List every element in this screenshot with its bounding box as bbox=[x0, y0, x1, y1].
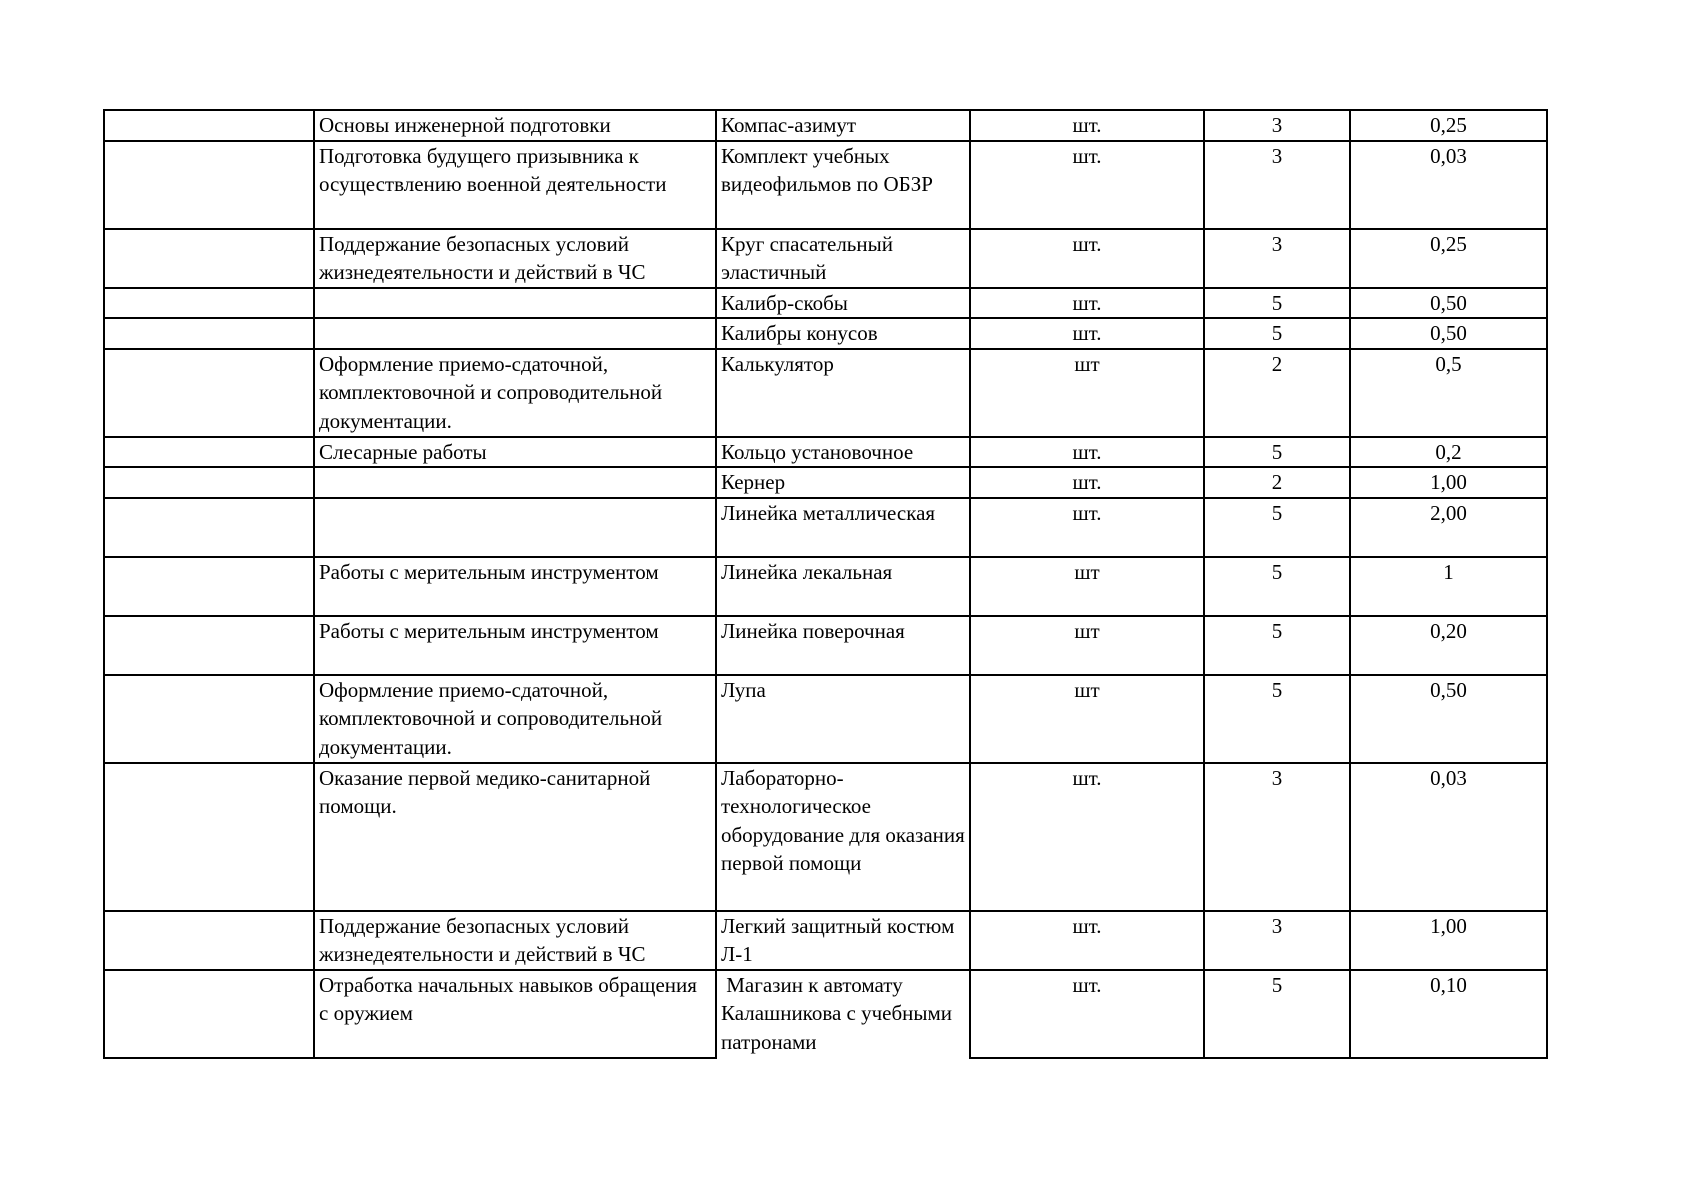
section-cell bbox=[104, 763, 314, 911]
topic-cell bbox=[314, 288, 716, 319]
table-row bbox=[104, 141, 1547, 229]
unit-cell: шт. bbox=[970, 288, 1204, 319]
table-row bbox=[104, 675, 1547, 763]
item-cell: Калибр-скобы bbox=[716, 288, 970, 319]
table-row bbox=[104, 110, 1547, 141]
table-row bbox=[104, 763, 1547, 911]
item-cell: Компас-азимут bbox=[716, 110, 970, 141]
section-cell bbox=[104, 498, 314, 557]
norm-cell: 1,00 bbox=[1350, 911, 1547, 970]
topic-cell: Отработка начальных навыков обращения с оружием bbox=[314, 970, 716, 1058]
norm-cell: 1,00 bbox=[1350, 467, 1547, 498]
norm-cell: 0,03 bbox=[1350, 141, 1547, 229]
item-cell: Кольцо установочное bbox=[716, 437, 970, 468]
qty-cell: 5 bbox=[1204, 288, 1350, 319]
norm-cell: 0,50 bbox=[1350, 318, 1547, 349]
item-cell: Легкий защитный костюм Л-1 bbox=[716, 911, 970, 970]
topic-cell: Оформление приемо-сдаточной, комплектовочной и сопроводительной документации. bbox=[314, 675, 716, 763]
qty-cell: 5 bbox=[1204, 318, 1350, 349]
topic-cell: Работы с мерительным инструментом bbox=[314, 616, 716, 675]
topic-cell: Подготовка будущего призывника к осуществлению военной деятельности bbox=[314, 141, 716, 229]
unit-cell: шт. bbox=[970, 911, 1204, 970]
section-cell bbox=[104, 437, 314, 468]
qty-cell: 5 bbox=[1204, 675, 1350, 763]
table-row bbox=[104, 467, 1547, 498]
section-cell bbox=[104, 288, 314, 319]
norm-cell: 0,50 bbox=[1350, 288, 1547, 319]
qty-cell: 3 bbox=[1204, 911, 1350, 970]
item-cell: Калибры конусов bbox=[716, 318, 970, 349]
item-cell: Лабораторно-технологическое оборудование для оказания первой помощи bbox=[716, 763, 970, 911]
topic-cell: Поддержание безопасных условий жизнедеятельности и действий в ЧС bbox=[314, 229, 716, 288]
qty-cell: 2 bbox=[1204, 349, 1350, 437]
qty-cell: 3 bbox=[1204, 141, 1350, 229]
norm-cell: 2,00 bbox=[1350, 498, 1547, 557]
unit-cell: шт. bbox=[970, 318, 1204, 349]
topic-cell: Работы с мерительным инструментом bbox=[314, 557, 716, 616]
qty-cell: 3 bbox=[1204, 229, 1350, 288]
table-row bbox=[104, 318, 1547, 349]
item-cell: Калькулятор bbox=[716, 349, 970, 437]
table-row bbox=[104, 498, 1547, 557]
section-cell bbox=[104, 110, 314, 141]
qty-cell: 3 bbox=[1204, 110, 1350, 141]
table-row bbox=[104, 616, 1547, 675]
section-cell bbox=[104, 229, 314, 288]
table-row bbox=[104, 437, 1547, 468]
unit-cell: шт bbox=[970, 557, 1204, 616]
unit-cell: шт bbox=[970, 349, 1204, 437]
topic-cell bbox=[314, 467, 716, 498]
section-cell bbox=[104, 467, 314, 498]
norm-cell: 0,20 bbox=[1350, 616, 1547, 675]
table-row bbox=[104, 229, 1547, 288]
topic-cell: Оформление приемо-сдаточной, комплектовочной и сопроводительной документации. bbox=[314, 349, 716, 437]
equipment-table bbox=[103, 109, 1548, 1059]
qty-cell: 3 bbox=[1204, 763, 1350, 911]
topic-cell: Основы инженерной подготовки bbox=[314, 110, 716, 141]
unit-cell: шт. bbox=[970, 970, 1204, 1058]
unit-cell: шт. bbox=[970, 498, 1204, 557]
section-cell bbox=[104, 911, 314, 970]
topic-cell: Слесарные работы bbox=[314, 437, 716, 468]
unit-cell: шт. bbox=[970, 110, 1204, 141]
item-cell: Круг спасательный эластичный bbox=[716, 229, 970, 288]
section-cell bbox=[104, 349, 314, 437]
table-row bbox=[104, 288, 1547, 319]
section-cell bbox=[104, 141, 314, 229]
norm-cell: 0,03 bbox=[1350, 763, 1547, 911]
item-cell: Магазин к автомату Калашникова с учебными патронами bbox=[716, 970, 970, 1058]
qty-cell: 5 bbox=[1204, 616, 1350, 675]
unit-cell: шт bbox=[970, 675, 1204, 763]
section-cell bbox=[104, 675, 314, 763]
norm-cell: 0,25 bbox=[1350, 229, 1547, 288]
section-cell bbox=[104, 616, 314, 675]
qty-cell: 5 bbox=[1204, 498, 1350, 557]
topic-cell: Поддержание безопасных условий жизнедеятельности и действий в ЧС bbox=[314, 911, 716, 970]
table-row bbox=[104, 970, 1547, 1058]
table-row bbox=[104, 557, 1547, 616]
table-row bbox=[104, 911, 1547, 970]
unit-cell: шт. bbox=[970, 467, 1204, 498]
norm-cell: 0,5 bbox=[1350, 349, 1547, 437]
norm-cell: 0,50 bbox=[1350, 675, 1547, 763]
norm-cell: 1 bbox=[1350, 557, 1547, 616]
topic-cell bbox=[314, 498, 716, 557]
topic-cell bbox=[314, 318, 716, 349]
section-cell bbox=[104, 318, 314, 349]
table-row bbox=[104, 349, 1547, 437]
unit-cell: шт. bbox=[970, 141, 1204, 229]
item-cell: Линейка металлическая bbox=[716, 498, 970, 557]
unit-cell: шт. bbox=[970, 229, 1204, 288]
item-cell: Кернер bbox=[716, 467, 970, 498]
norm-cell: 0,10 bbox=[1350, 970, 1547, 1058]
item-cell: Линейка поверочная bbox=[716, 616, 970, 675]
item-cell: Линейка лекальная bbox=[716, 557, 970, 616]
norm-cell: 0,2 bbox=[1350, 437, 1547, 468]
qty-cell: 2 bbox=[1204, 467, 1350, 498]
item-cell: Комплект учебных видеофильмов по ОБЗР bbox=[716, 141, 970, 229]
section-cell bbox=[104, 557, 314, 616]
qty-cell: 5 bbox=[1204, 970, 1350, 1058]
unit-cell: шт. bbox=[970, 437, 1204, 468]
item-cell: Лупа bbox=[716, 675, 970, 763]
section-cell bbox=[104, 970, 314, 1058]
qty-cell: 5 bbox=[1204, 557, 1350, 616]
norm-cell: 0,25 bbox=[1350, 110, 1547, 141]
topic-cell: Оказание первой медико-санитарной помощи. bbox=[314, 763, 716, 911]
unit-cell: шт bbox=[970, 616, 1204, 675]
qty-cell: 5 bbox=[1204, 437, 1350, 468]
unit-cell: шт. bbox=[970, 763, 1204, 911]
